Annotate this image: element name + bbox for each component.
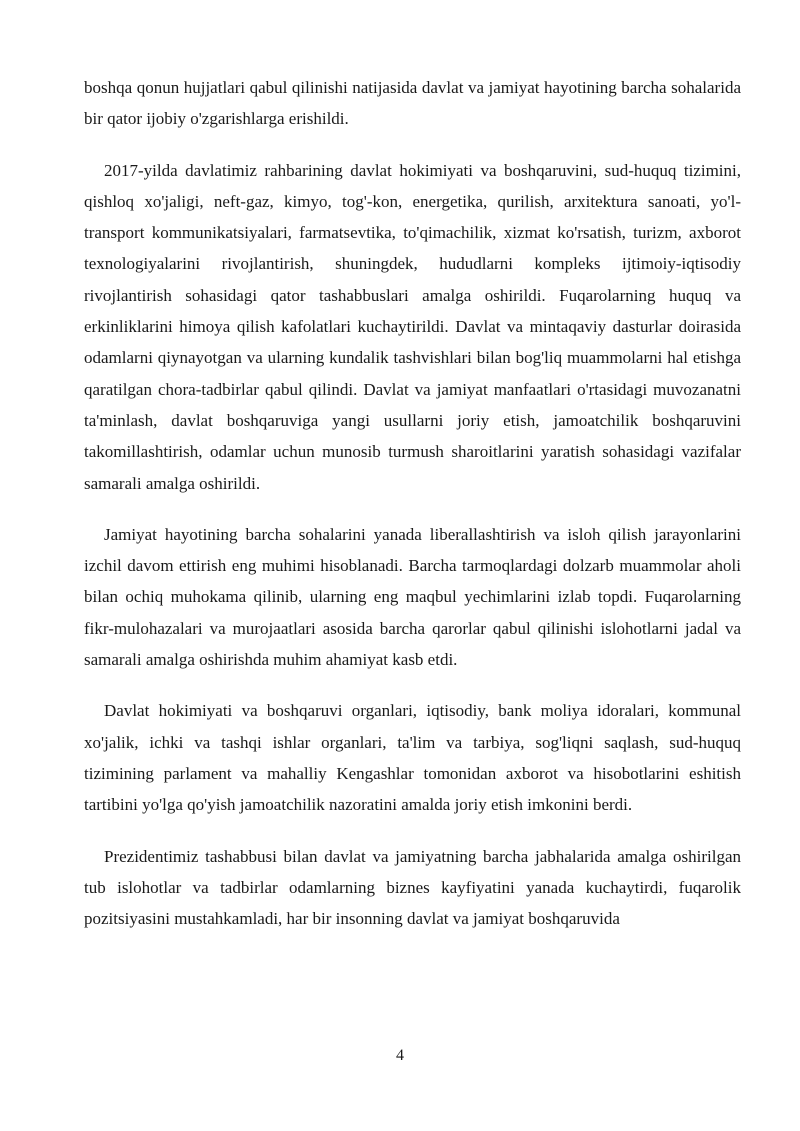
document-body [84,72,741,954]
paragraph-2: 2017-yilda davlatimiz rahbarining davlat hokimiyati va boshqaruvini, sud-huquq tizimini, qishloq xo'jaligi, neft-gaz, kimyo, tog'-kon, energetika, qurilish, arxitektura sanoati, yo'l-transport kommunikatsiyalari, farmatsevtika, to'qimachilik, xizmat ko'rsatish, turizm, axborot texnologiyalarini rivojlantirish, shuningdek, hududlarni kompleks ijtimoiy-iqtisodiy rivojlantirish sohasidagi qator tashabbuslari amalga oshirildi. Fuqarolarning huquq va erkinliklarini himoya qilish kafolatlari kuchaytirildi. Davlat va mintaqaviy dasturlar doirasida odamlarni qiynayotgan va ularning kundalik tashvishlari bilan bog'liq muammolarni hal etishga qaratilgan chora-tadbirlar qabul qilindi. Davlat va jamiyat manfaatlari o'rtasidagi muvozanatni ta'minlash, davlat boshqaruviga yangi usullarni joriy etish, jamoatchilik boshqaruvini takomillashtirish, odamlar uchun munosib turmush sharoitlarini yaratish sohasidagi vazifalar samarali amalga oshirildi. [84,160,741,493]
paragraph-3: Jamiyat hayotining barcha sohalarini yanada liberallashtirish va isloh qilish jarayonlarini izchil davom ettirish eng muhimi hisoblanadi. Barcha tarmoqlardagi dolzarb muammolar aholi bilan ochiq muhokama qilinib, ularning eng maqbul yechimlarini izlab topdi. Fuqarolarning fikr-mulohazalari va murojaatlari asosida barcha qarorlar qabul qilinishi islohotlarni jadal va samarali amalga oshirishda muhim ahamiyat kasb etdi. [84,524,741,670]
paragraph-5: Prezidentimiz tashabbusi bilan davlat va jamiyatning barcha jabhalarida amalga oshirilgan tub islohotlar va tadbirlar odamlarning biznes kayfiyatini yanada kuchaytirdi, fuqarolik pozitsiyasini mustahkamladi, har bir insonning davlat va jamiyat boshqaruvida [84,846,741,929]
paragraph-4: Davlat hokimiyati va boshqaruvi organlari, iqtisodiy, bank moliya idoralari, kommunal xo'jalik, ichki va tashqi ishlar organlari, ta'lim va tarbiya, sog'liqni saqlash, sud-huquq tizimining parlament va mahalliy Kengashlar tomonidan axborot va hisobotlarini eshitish tartibini yo'lga qo'yish jamoatchilik nazoratini amalda joriy etish imkonini berdi. [84,701,741,815]
page-number: 4 [396,1047,404,1064]
paragraph-1: boshqa qonun hujjatlari qabul qilinishi natijasida davlat va jamiyat hayotining barcha sohalarida bir qator ijobiy o'zgarishlarga erishildi. [84,78,741,129]
